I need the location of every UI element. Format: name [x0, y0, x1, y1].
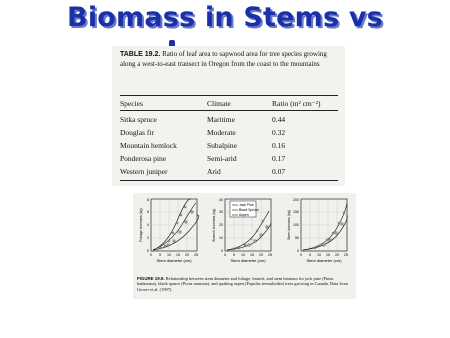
table-cell: Semi-arid [207, 154, 237, 163]
slide-title: Biomass in Stems vs [67, 2, 383, 33]
table-header-climate: Climate [207, 99, 231, 108]
panel3-ylabel: Stem biomass (kg) [287, 210, 291, 240]
tick-label: 40 [219, 198, 223, 202]
table-caption-text: Ratio of leaf area to sapwood area for tree species growing along a west-to-east transect in Oregon from the coast to the mountains [120, 50, 327, 68]
tick-label: 10 [317, 253, 321, 257]
table-header-rule [120, 110, 338, 111]
table-cell: Mountain hemlock [120, 141, 177, 150]
table-cell: Subalpine [207, 141, 237, 150]
table-cell: Douglas fir [120, 128, 154, 137]
table-cell: Western juniper [120, 167, 168, 176]
table-caption-label: TABLE 19.2. [120, 51, 161, 58]
tick-label: 5 [309, 253, 311, 257]
table-cell: Sitka spruce [120, 115, 157, 124]
table-cell: Ponderosa pine [120, 154, 167, 163]
panel-foliage [139, 198, 199, 263]
table-header-ratio: Ratio (m² cm⁻²) [272, 99, 321, 108]
tick-label: 15 [176, 253, 180, 257]
tick-label: 2 [147, 236, 149, 240]
panel-branch [212, 198, 272, 263]
tick-label: 0 [224, 253, 226, 257]
tick-label: 30 [219, 210, 223, 214]
tick-label: 50 [295, 236, 299, 240]
tick-label: 20 [219, 223, 223, 227]
tick-label: 200 [293, 198, 299, 202]
legend-aspen: Aspen [239, 213, 249, 217]
table-top-rule [120, 95, 338, 96]
panel2-ylabel: Branch biomass (kg) [212, 208, 216, 242]
tick-label: 10 [167, 253, 171, 257]
tick-label: 20 [259, 253, 263, 257]
table-image [112, 46, 345, 186]
figure-image [133, 193, 356, 299]
panel-stem [287, 198, 348, 263]
tick-label: 15 [326, 253, 330, 257]
tick-label: 0 [221, 249, 223, 253]
tick-label: 8 [147, 198, 149, 202]
table-header-species: Species [120, 99, 143, 108]
table-cell: 0.44 [272, 115, 286, 124]
panel3-xlabel: Stem diameter (cm) [306, 258, 342, 263]
table-cell: Maritime [207, 115, 235, 124]
figure-caption-text: Relationship between stem diameter and foliage, branch, and stem biomass for jack pine (Pinus banksiana), black spruce (Picea mariana), and quaking aspen (Populus tremuloides) trees growing in Canada. Data from Gower et al. (1997). [137, 276, 348, 292]
tick-label: 5 [159, 253, 161, 257]
panel1-xlabel: Stem diameter (cm) [156, 258, 192, 263]
tick-label: 100 [293, 223, 299, 227]
figure-caption-label: FIGURE 19.9. [137, 276, 165, 281]
figure-panels [133, 193, 356, 277]
tick-label: 0 [297, 249, 299, 253]
panel2-xlabel: Stem diameter (cm) [230, 258, 266, 263]
tick-label: 25 [268, 253, 272, 257]
table-cell: 0.17 [272, 154, 286, 163]
tick-label: 15 [250, 253, 254, 257]
table-cell: Arid [207, 167, 221, 176]
figure-caption [137, 276, 353, 292]
tick-label: 5 [233, 253, 235, 257]
tick-label: 0 [300, 253, 302, 257]
table-cell: 0.16 [272, 141, 286, 150]
tick-label: 4 [147, 223, 149, 227]
table-cell: Moderate [207, 128, 236, 137]
tick-label: 0 [147, 249, 149, 253]
tick-label: 20 [185, 253, 189, 257]
table-bottom-rule [120, 180, 338, 181]
tick-label: 150 [293, 210, 299, 214]
panel1-ylabel: Foliage biomass (kg) [139, 208, 143, 242]
tick-label: 10 [241, 253, 245, 257]
tick-label: 10 [219, 236, 223, 240]
table-caption [120, 50, 342, 69]
table-cell: 0.32 [272, 128, 286, 137]
tick-label: 25 [344, 253, 348, 257]
legend-jack-pine: Jack Pine [239, 203, 254, 207]
legend-black-spruce: Black Spruce [239, 208, 259, 212]
tick-label: 25 [194, 253, 198, 257]
tick-label: 20 [335, 253, 339, 257]
tick-label: 0 [150, 253, 152, 257]
table-cell: 0.07 [272, 167, 286, 176]
tick-label: 6 [147, 210, 149, 214]
